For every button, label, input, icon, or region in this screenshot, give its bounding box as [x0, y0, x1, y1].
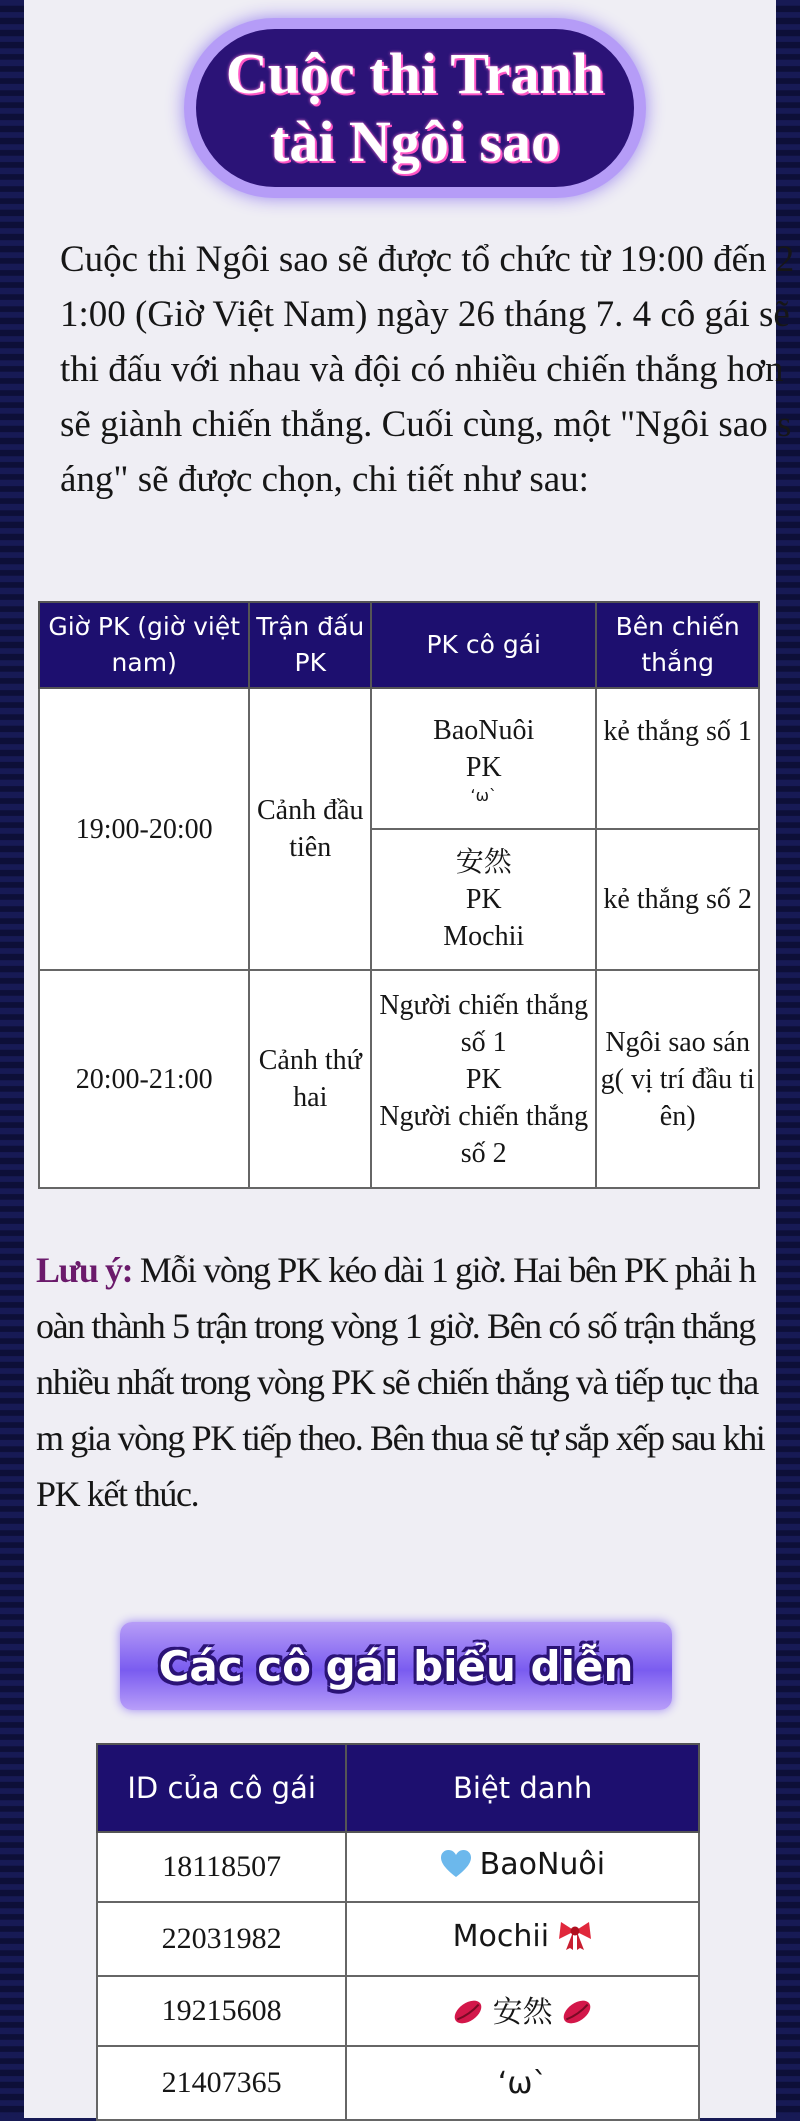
- column-header: PK cô gái: [371, 602, 596, 688]
- girl-nickname: Mochii: [452, 1918, 550, 1954]
- table-header-row: [97, 1744, 699, 1832]
- title-banner: [184, 18, 646, 198]
- girl-nickname: BaoNuôi: [479, 1847, 606, 1883]
- column-header: Trận đấu PK: [249, 602, 371, 688]
- pk-winner: kẻ thắng số 1: [596, 688, 759, 829]
- girl-id: 19215608: [97, 1976, 346, 2046]
- section-title: Các cô gái biểu diễn: [158, 1641, 634, 1691]
- performers-table: [96, 1743, 700, 2121]
- column-header: ID của cô gái: [97, 1744, 346, 1832]
- lips-icon: [560, 1997, 594, 2035]
- girl-id: 22031982: [97, 1902, 346, 1976]
- table-row: [97, 1902, 699, 1976]
- ribbon-icon: [557, 1919, 593, 1959]
- pk-girl: Người chiến thắng số 2: [379, 1100, 589, 1169]
- pk-winner: Ngôi sao sáng( vị trí đầu tiên): [596, 970, 759, 1188]
- girl-id: 21407365: [97, 2046, 346, 2120]
- pk-girl: Người chiến thắng số 1: [379, 989, 589, 1058]
- lips-icon: [451, 1997, 485, 2035]
- pk-girl: Mochii: [443, 921, 525, 952]
- table-header-row: [39, 602, 759, 688]
- table-row: [97, 2046, 699, 2120]
- note-label: Lưu ý:: [36, 1250, 133, 1290]
- pk-girls-cell: [371, 829, 596, 970]
- girl-nickname-cell: [346, 2046, 699, 2120]
- pk-round: Cảnh thứ hai: [249, 970, 371, 1188]
- girl-nickname: 安然: [492, 1995, 553, 2031]
- column-header: Biệt danh: [346, 1744, 699, 1832]
- pk-schedule-table: [38, 601, 760, 1189]
- column-header: Bên chiến thắng: [596, 602, 759, 688]
- girl-nickname-cell: [346, 1976, 699, 2046]
- pk-vs: PK: [465, 884, 502, 915]
- pk-vs: PK: [465, 751, 502, 783]
- girl-nickname: ʻωˋ: [497, 2065, 548, 2101]
- girl-id: 18118507: [97, 1832, 346, 1902]
- pk-round: Cảnh đầu tiên: [249, 688, 371, 970]
- pk-time: 20:00-21:00: [39, 970, 249, 1188]
- pk-winner: kẻ thắng số 2: [596, 829, 759, 970]
- page-title: Cuộc thi Tranh tài Ngôi sao: [225, 41, 605, 174]
- pk-girls-cell: [371, 970, 596, 1188]
- table-row: [97, 1976, 699, 2046]
- table-row: [39, 970, 759, 1188]
- table-row: [39, 688, 759, 829]
- pk-girl: ʻωˋ: [470, 785, 497, 805]
- girl-nickname-cell: [346, 1902, 699, 1976]
- intro-paragraph: Cuộc thi Ngôi sao sẽ được tổ chức từ 19:00 đến 21:00 (Giờ Việt Nam) ngày 26 tháng 7. 4 cô gái sẽ thi đấu với nhau và đội có nhiều chiến thắng hơn sẽ giành chiến thắng. Cuối cùng, một "Ngôi sao sáng" sẽ được chọn, chi tiết như sau:: [60, 239, 795, 500]
- performers-section-banner: [120, 1622, 672, 1710]
- table-row: [97, 1832, 699, 1902]
- pk-girl: 安然: [455, 847, 512, 878]
- note-paragraph: [36, 1242, 771, 1522]
- note-text: Mỗi vòng PK kéo dài 1 giờ. Hai bên PK phải hoàn thành 5 trận trong vòng 1 giờ. Bên có số trận thắng nhiều nhất trong vòng PK sẽ chiến thắng và tiếp tục tham gia vòng PK tiếp theo. Bên thua sẽ tự sắp xếp sau khi PK kết thúc.: [36, 1250, 765, 1514]
- pk-time: 19:00-20:00: [39, 688, 249, 970]
- blue-heart-icon: [440, 1849, 472, 1887]
- pk-girl: BaoNuôi: [433, 714, 535, 746]
- column-header: Giờ PK (giờ việt nam): [39, 602, 249, 688]
- pk-vs: PK: [465, 1063, 502, 1095]
- girl-nickname-cell: [346, 1832, 699, 1902]
- pk-girls-cell: [371, 688, 596, 829]
